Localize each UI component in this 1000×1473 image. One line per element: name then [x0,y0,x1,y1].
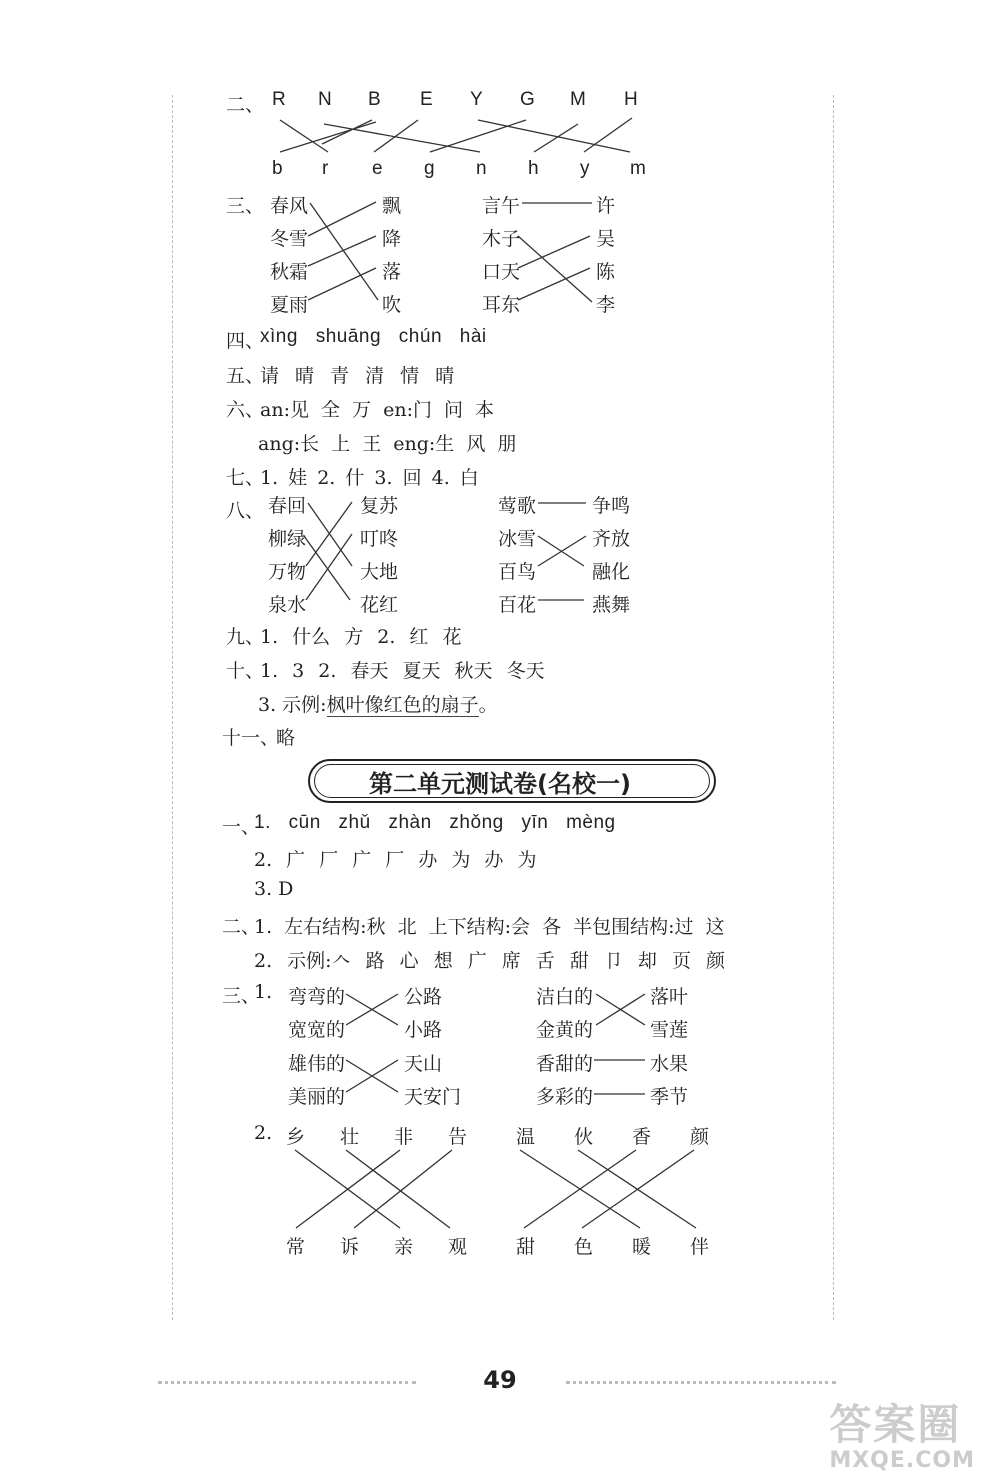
lower-letter: y [580,158,590,179]
match-mid: 吹 [382,294,402,316]
bottom-char: 常 [286,1236,306,1258]
section-6-line1: an:见 全 万 en:门 问 本 [260,399,495,421]
match-right2: 李 [596,294,616,316]
bottom-char: 诉 [340,1236,360,1258]
unit-section-1-line1: 1. cūn zhǔ zhàn zhǒng yīn mèng [254,812,616,833]
bottom-char: 观 [448,1236,468,1258]
match-left: 春回 [268,495,307,517]
match-mid: 公路 [404,986,443,1008]
match-mid: 叮咚 [360,528,399,550]
section-11-label: 十一、 [222,727,280,749]
unit-section-1-label: 一、 [222,816,261,838]
match-mid: 小路 [404,1019,443,1041]
unit-section-3-label: 三、 [222,985,261,1007]
lower-letter: b [272,158,284,179]
upper-letter: H [624,89,639,110]
upper-letter: B [368,89,382,110]
match-left2: 耳东 [482,294,521,316]
top-char: 壮 [340,1126,360,1148]
match-left: 万物 [268,561,307,583]
unit-section-1-line3: 3. D [254,878,294,900]
section-2-label: 二、 [226,94,265,116]
match-right2: 落叶 [650,986,689,1008]
match-right2: 齐放 [592,528,631,550]
bottom-char: 亲 [394,1236,414,1258]
match-right2: 雪莲 [650,1019,689,1041]
unit-title: 第二单元测试卷(名校一) [369,770,631,798]
top-char: 告 [448,1126,468,1148]
top-char: 香 [632,1126,652,1148]
unit-section-3-num2: 2. [254,1122,273,1144]
page-number: 49 [483,1366,517,1394]
top-char: 颜 [690,1126,710,1148]
match-right2: 许 [596,195,616,217]
unit-section-2-line2: 2. 示例:𠆢 路 心 想 广 席 舌 甜 卩 却 页 颜 [254,950,726,972]
upper-letter: R [272,89,287,110]
upper-letter: Y [470,89,484,110]
section-10-label: 十、 [226,660,265,682]
unit-section-3-num1: 1. [254,981,273,1003]
match-right2: 吴 [596,228,616,250]
left-border [172,95,173,1320]
match-mid: 大地 [360,561,399,583]
match-right2: 陈 [596,261,616,283]
lower-letter: g [424,158,436,179]
bottom-char: 暖 [632,1236,652,1258]
section-7-label: 七、 [226,467,265,489]
top-char: 伙 [574,1126,594,1148]
match-left: 夏雨 [270,294,309,316]
section-11-text: 略 [276,727,296,749]
lower-letter: h [528,158,540,179]
match-left: 泉水 [268,594,307,616]
match-left2: 冰雪 [498,528,537,550]
lower-letter: e [372,158,384,179]
example-answer: 枫叶像红色的扇子 [326,694,479,716]
bottom-char: 甜 [516,1236,536,1258]
match-left: 春风 [270,195,309,217]
unit-section-2-line1: 1. 左右结构:秋 北 上下结构:会 各 半包围结构:过 这 [254,916,725,938]
top-char: 温 [516,1126,536,1148]
section-9-text: 1. 什么 方 2. 红 花 [260,626,462,648]
match-left2: 香甜的 [536,1053,594,1075]
upper-letter: E [420,89,434,110]
watermark-text: 答案圈 [829,1400,962,1449]
section-10-line2 [258,690,498,717]
match-mid: 降 [382,228,402,250]
unit-section-1-line2: 2. 广 厂 广 厂 办 为 办 为 [254,849,537,871]
lower-letter: m [630,158,647,179]
upper-letter: M [570,89,587,110]
match-left2: 洁白的 [536,986,594,1008]
match-left2: 口天 [482,261,521,283]
lower-letter: n [476,158,488,179]
match-left2: 言午 [482,195,521,217]
section-3-label: 三、 [226,195,265,217]
match-left: 秋霜 [270,261,309,283]
match-left: 弯弯的 [288,986,346,1008]
upper-letter: G [520,89,536,110]
match-mid: 落 [382,261,402,283]
match-mid: 飘 [382,195,402,217]
section-5-label: 五、 [226,365,265,387]
right-border [833,95,834,1320]
match-left2: 百鸟 [498,561,537,583]
match-left: 美丽的 [288,1086,346,1108]
footer-rule-right [566,1381,836,1384]
match-left2: 百花 [498,594,537,616]
lower-letter: r [322,158,329,179]
match-left2: 金黄的 [536,1019,594,1041]
match-left: 冬雪 [270,228,309,250]
match-left: 柳绿 [268,528,307,550]
section-8-label: 八、 [226,500,265,522]
top-char: 乡 [286,1126,306,1148]
match-left2: 多彩的 [536,1086,594,1108]
bottom-char: 伴 [690,1236,710,1258]
example-suffix: 。 [478,694,498,716]
match-right2: 燕舞 [592,594,631,616]
section-7-text: 1. 娃 2. 什 3. 回 4. 白 [260,467,479,489]
match-mid: 天山 [404,1053,443,1075]
section-4-text: xìng shuāng chún hài [260,326,487,347]
match-mid: 天安门 [404,1086,462,1108]
section-10-line1: 1. 3 2. 春天 夏天 秋天 冬天 [260,660,545,682]
top-char: 非 [394,1126,414,1148]
upper-letter: N [318,89,333,110]
match-right2: 争鸣 [592,495,631,517]
section-9-label: 九、 [226,626,265,648]
section-6-label: 六、 [226,399,265,421]
match-left: 雄伟的 [288,1053,346,1075]
section-5-text: 请 晴 青 清 情 晴 [260,365,455,387]
section-6-line2: ang:长 上 王 eng:生 风 朋 [258,433,517,455]
match-mid: 复苏 [360,495,399,517]
match-left: 宽宽的 [288,1019,346,1041]
watermark [829,1392,975,1473]
unit-section-2-label: 二、 [222,916,261,938]
match-left2: 木子 [482,228,521,250]
match-right2: 融化 [592,561,631,583]
match-left2: 莺歌 [498,495,537,517]
watermark-url: MXQE.COM [829,1448,975,1473]
section-4-label: 四、 [226,330,265,352]
match-right2: 水果 [650,1053,689,1075]
bottom-char: 色 [574,1236,594,1258]
example-prefix: 3. 示例: [258,694,327,716]
match-right2: 季节 [650,1086,689,1108]
match-mid: 花红 [360,594,399,616]
